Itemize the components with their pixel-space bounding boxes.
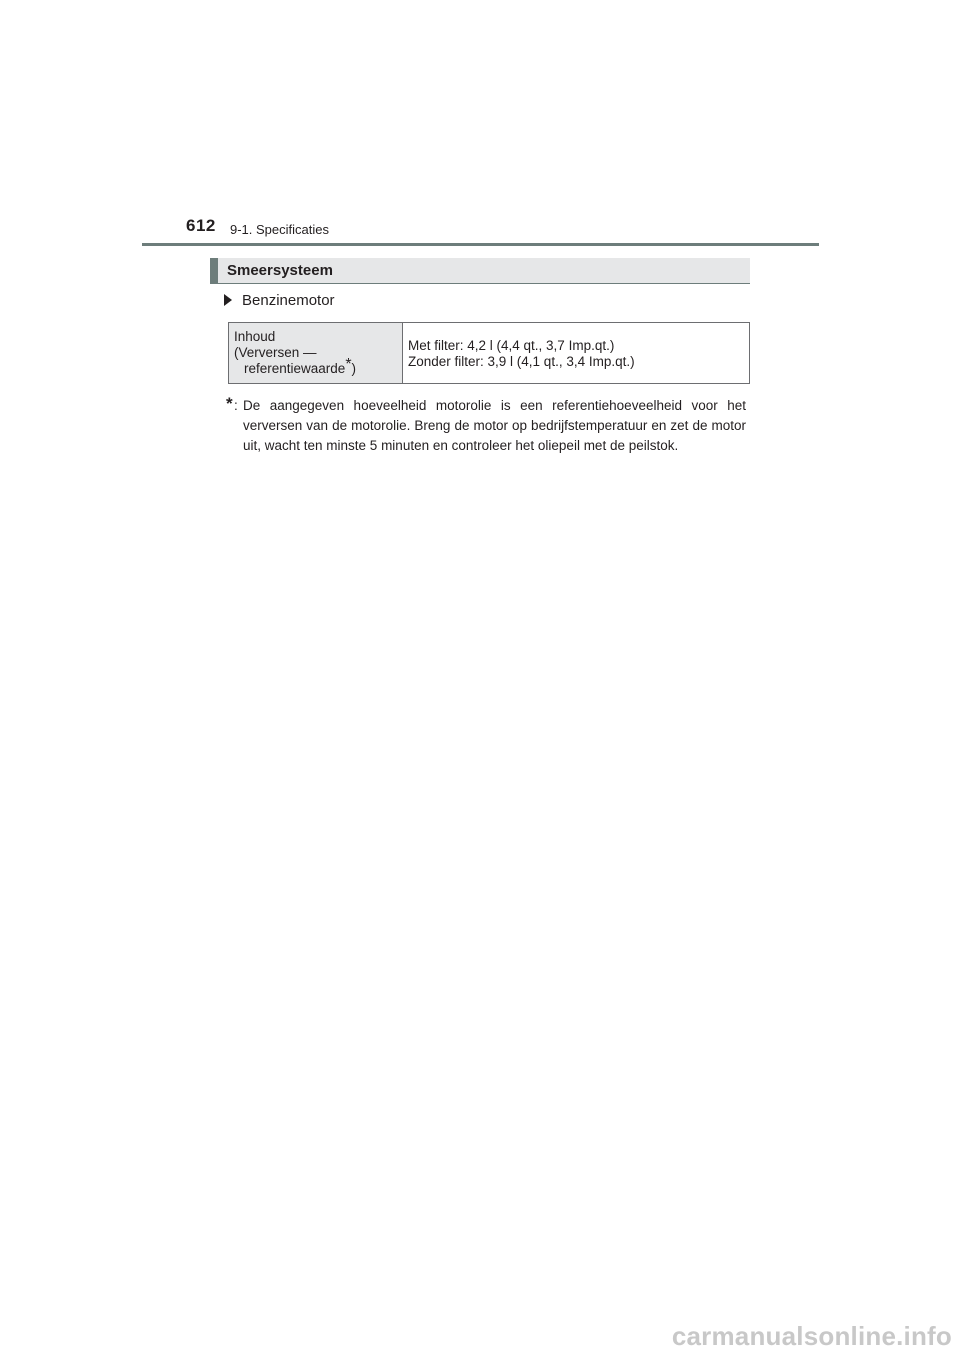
section-heading: Smeersysteem	[227, 262, 333, 279]
label-line-3	[234, 356, 357, 377]
label-line-3-text: referentiewaarde	[244, 361, 346, 376]
footnote-colon: :	[234, 398, 238, 413]
table-row	[229, 323, 750, 384]
footnote-reference: *	[345, 356, 352, 373]
header-divider	[142, 243, 819, 246]
value-line-2: Zonder filter: 3,9 l (4,1 qt., 3,4 Imp.qt.)	[408, 354, 635, 369]
label-close-paren: )	[351, 361, 357, 376]
footnote	[226, 396, 746, 456]
spec-value-cell	[403, 323, 750, 384]
value-line-1: Met filter: 4,2 l (4,4 qt., 3,7 Imp.qt.)	[408, 338, 615, 353]
spec-table	[228, 322, 750, 384]
triangle-bullet-icon	[224, 294, 232, 306]
watermark: carmanualsonline.info	[671, 1321, 952, 1351]
footnote-marker: *	[226, 394, 233, 413]
page-number: 612	[186, 216, 216, 235]
section-breadcrumb: 9-1. Specificaties	[230, 222, 329, 237]
label-line-1: Inhoud	[234, 329, 276, 344]
subheading	[224, 292, 335, 309]
label-line-2: (Verversen —	[234, 345, 317, 360]
section-heading-bar	[210, 258, 750, 284]
footnote-text: De aangegeven hoeveelheid motorolie is een referentiehoeveelheid voor het verversen van de motorolie. Breng de motor op bedrijfstemperatuur en zet de motor uit, wacht ten minste 5 minuten en controleer het oliepeil met de peilstok.	[243, 398, 746, 453]
spec-label-cell	[229, 323, 403, 384]
subheading-label: Benzinemotor	[242, 292, 335, 309]
